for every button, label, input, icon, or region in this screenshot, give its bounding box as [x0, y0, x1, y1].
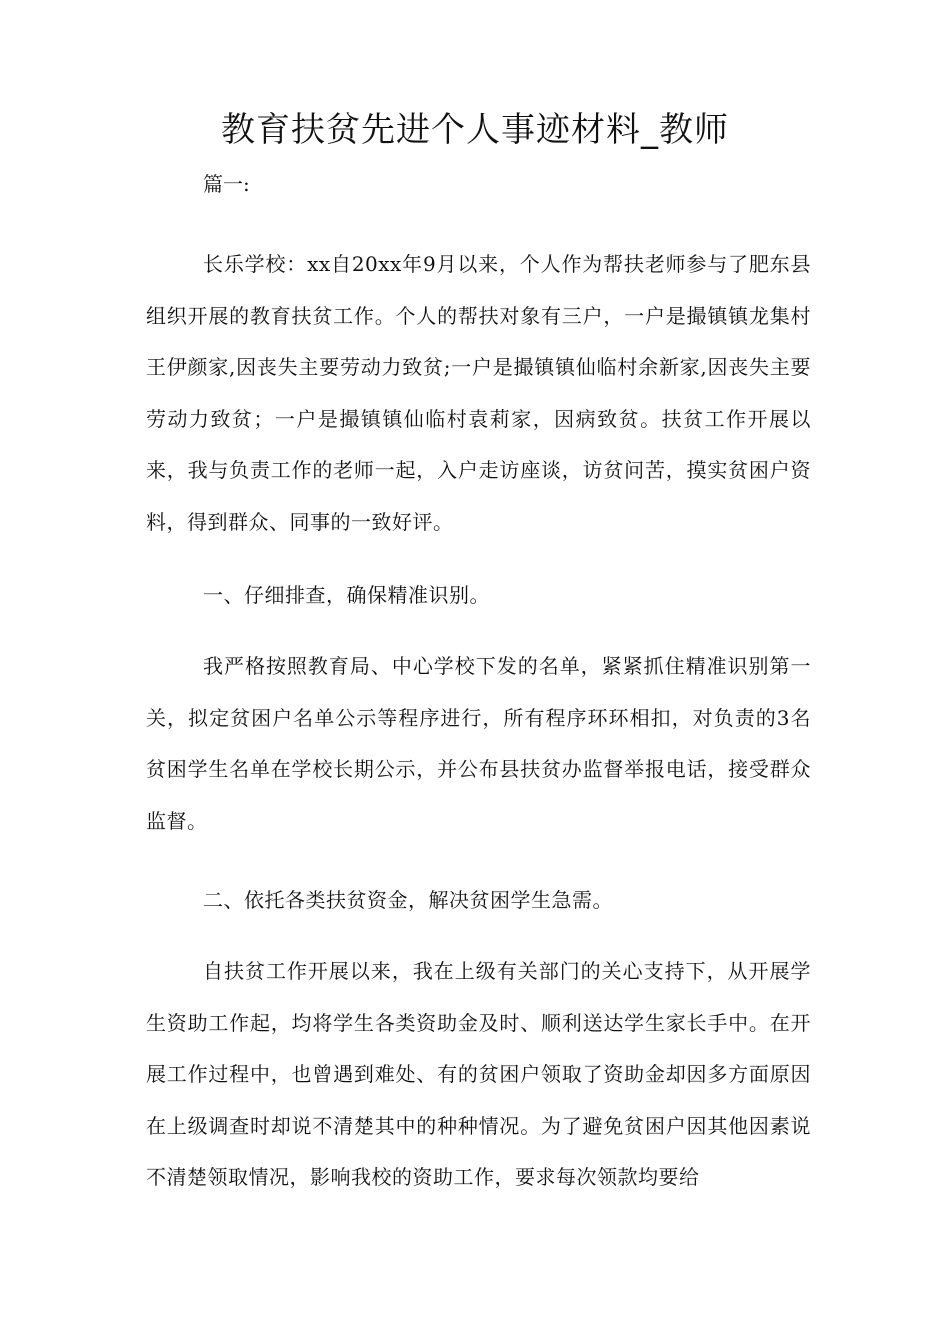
paragraph-one: 我严格按照教育局、中心学校下发的名单，紧紧抓住精准识别第一关，拟定贫困户名单公示等程序进行，所有程序环环相扣，对负责的3名贫困学生名单在学校长期公示，并公布县扶贫办监督举报电话，接受群众监督。 [146, 654, 811, 833]
section-label: 篇一: [203, 172, 250, 196]
paragraph-two: 自扶贫工作开展以来，我在上级有关部门的关心支持下，从开展学生资助工作起，均将学生各类资助金及时、顺利送达学生家长手中。在开展工作过程中，也曾遇到难处、有的贫困户领取了资助金却因多方面原因在上级调查时却说不清楚其中的种种情况。为了避免贫困户因其他因素说不清楚领取情况，影响我校的资助工作，要求每次领款均要给 [146, 959, 811, 1190]
heading-two: 二、依托各类扶贫资金，解决贫困学生急需。 [203, 888, 613, 912]
document-title: 教育扶贫先进个人事迹材料_教师 [221, 110, 729, 150]
heading-one: 一、仔细排查，确保精准识别。 [203, 583, 490, 607]
intro-paragraph: 长乐学校：xx自20xx年9月以来，个人作为帮扶老师参与了肥东县组织开展的教育扶贫工作。个人的帮扶对象有三户，一户是撮镇镇龙集村王伊颜家,因丧失主要劳动力致贫;一户是撮镇镇仙临村余新家,因丧失主要劳动力致贫；一户是撮镇镇仙临村袁莉家，因病致贫。扶贫工作开展以来，我与负责工作的老师一起，入户走访座谈，访贫问苦，摸实贫困户资料，得到群众、同事的一致好评。 [146, 252, 811, 534]
